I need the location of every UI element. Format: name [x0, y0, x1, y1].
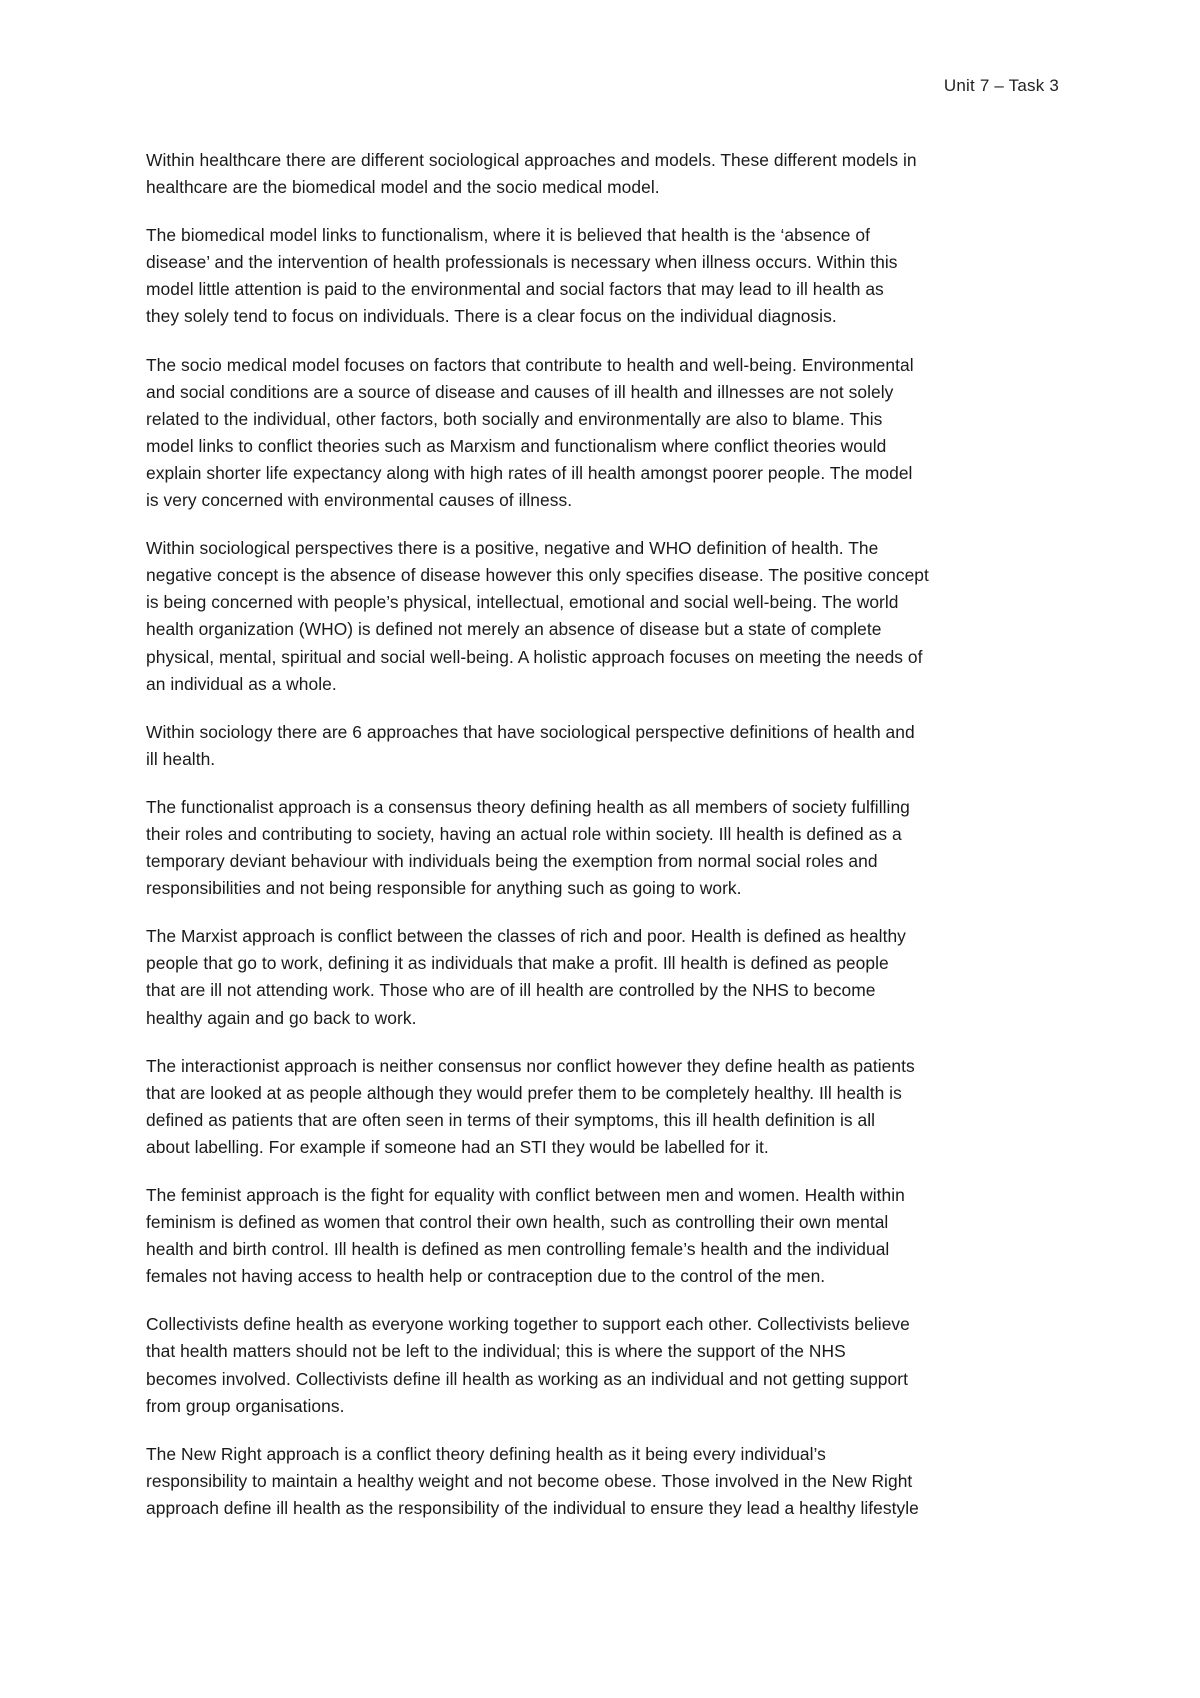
text-line: The socio medical model focuses on factors that contribute to health and well-being. Environmental	[146, 354, 914, 375]
text-line: responsibilities and not being responsible for anything such as going to work.	[146, 878, 742, 899]
text-line: that are ill not attending work. Those who are of ill health are controlled by the NHS to become	[146, 980, 876, 1001]
text-line: an individual as a whole.	[146, 673, 337, 694]
text-line: ill health.	[146, 748, 216, 769]
text-line: is being concerned with people’s physical, intellectual, emotional and social well-being. The world	[146, 592, 899, 613]
text-line: approach define ill health as the responsibility of the individual to ensure they lead a healthy lifestyle	[146, 1497, 919, 1518]
paragraph	[146, 923, 1060, 1031]
text-line: explain shorter life expectancy along with high rates of ill health amongst poorer people. The model	[146, 462, 913, 483]
text-line: Within healthcare there are different sociological approaches and models. These different models in	[146, 150, 917, 170]
text-line: Within sociology there are 6 approaches that have sociological perspective definitions of health and	[146, 721, 915, 742]
paragraph	[146, 1182, 1060, 1290]
text-line: Within sociological perspectives there is a positive, negative and WHO definition of health. The	[146, 538, 879, 559]
text-line: becomes involved. Collectivists define ill health as working as an individual and not getting support	[146, 1368, 908, 1389]
paragraph	[146, 1053, 1060, 1161]
text-line: health organization (WHO) is defined not merely an absence of disease but a state of complete	[146, 619, 882, 640]
text-line: The interactionist approach is neither consensus nor conflict however they define health as patients	[146, 1055, 915, 1076]
paragraph	[146, 352, 1060, 515]
text-line: about labelling. For example if someone had an STI they would be labelled for it.	[146, 1136, 769, 1157]
text-line: defined as patients that are often seen in terms of their symptoms, this ill health definition is all	[146, 1109, 876, 1130]
text-line: Collectivists define health as everyone working together to support each other. Collectivists believe	[146, 1314, 910, 1335]
paragraph	[146, 147, 1060, 201]
text-line: that health matters should not be left to the individual; this is where the support of the NHS	[146, 1341, 846, 1362]
page-header: Unit 7 – Task 3	[943, 76, 1059, 95]
text-line: The feminist approach is the fight for equality with conflict between men and women. Health within	[146, 1185, 905, 1205]
text-line: healthy again and go back to work.	[146, 1007, 417, 1028]
text-line: they solely tend to focus on individuals. There is a clear focus on the individual diagnosis.	[146, 306, 837, 327]
text-line: that are looked at as people although they would prefer them to be completely healthy. Ill health is	[146, 1082, 902, 1103]
text-line: The biomedical model links to functionalism, where it is believed that health is the ‘absence of	[146, 225, 870, 246]
text-line: from group organisations.	[146, 1395, 345, 1416]
text-line: temporary deviant behaviour with individuals being the exemption from normal social roles and	[146, 851, 878, 872]
text-line: is very concerned with environmental causes of illness.	[146, 490, 573, 511]
text-line: model links to conflict theories such as Marxism and functionalism where conflict theories would	[146, 435, 887, 456]
paragraph	[146, 1311, 1060, 1419]
text-line: health and birth control. Ill health is defined as men controlling female’s health and the individual	[146, 1239, 890, 1260]
text-line: disease’ and the intervention of health professionals is necessary when illness occurs. Within this	[146, 252, 898, 273]
text-line: negative concept is the absence of disease however this only specifies disease. The positive concept	[146, 565, 929, 586]
text-line: females not having access to health help or contraception due to the control of the men.	[146, 1266, 826, 1287]
document-body	[146, 147, 1060, 1543]
text-line: physical, mental, spiritual and social well-being. A holistic approach focuses on meeting the needs of	[146, 646, 923, 667]
paragraph	[146, 719, 1060, 773]
paragraph	[146, 1441, 1060, 1522]
text-line: responsibility to maintain a healthy weight and not become obese. Those involved in the New Right	[146, 1470, 913, 1491]
text-line: people that go to work, defining it as individuals that make a profit. Ill health is defined as people	[146, 953, 889, 974]
text-line: The New Right approach is a conflict theory defining health as it being every individual’s	[146, 1443, 826, 1464]
paragraph	[146, 794, 1060, 902]
text-line: their roles and contributing to society, having an actual role within society. Ill health is defined as a	[146, 823, 902, 844]
paragraph	[146, 535, 1060, 698]
text-line: healthcare are the biomedical model and the socio medical model.	[146, 177, 660, 198]
paragraph	[146, 222, 1060, 330]
text-line: related to the individual, other factors, both socially and environmentally are also to blame. This	[146, 408, 883, 429]
text-line: The functionalist approach is a consensus theory defining health as all members of society fulfilling	[146, 796, 910, 817]
text-line: feminism is defined as women that control their own health, such as controlling their own mental	[146, 1212, 889, 1233]
text-line: model little attention is paid to the environmental and social factors that may lead to ill health as	[146, 279, 884, 300]
text-line: and social conditions are a source of disease and causes of ill health and illnesses are not solely	[146, 381, 894, 402]
text-line: The Marxist approach is conflict between the classes of rich and poor. Health is defined as healthy	[146, 926, 906, 947]
